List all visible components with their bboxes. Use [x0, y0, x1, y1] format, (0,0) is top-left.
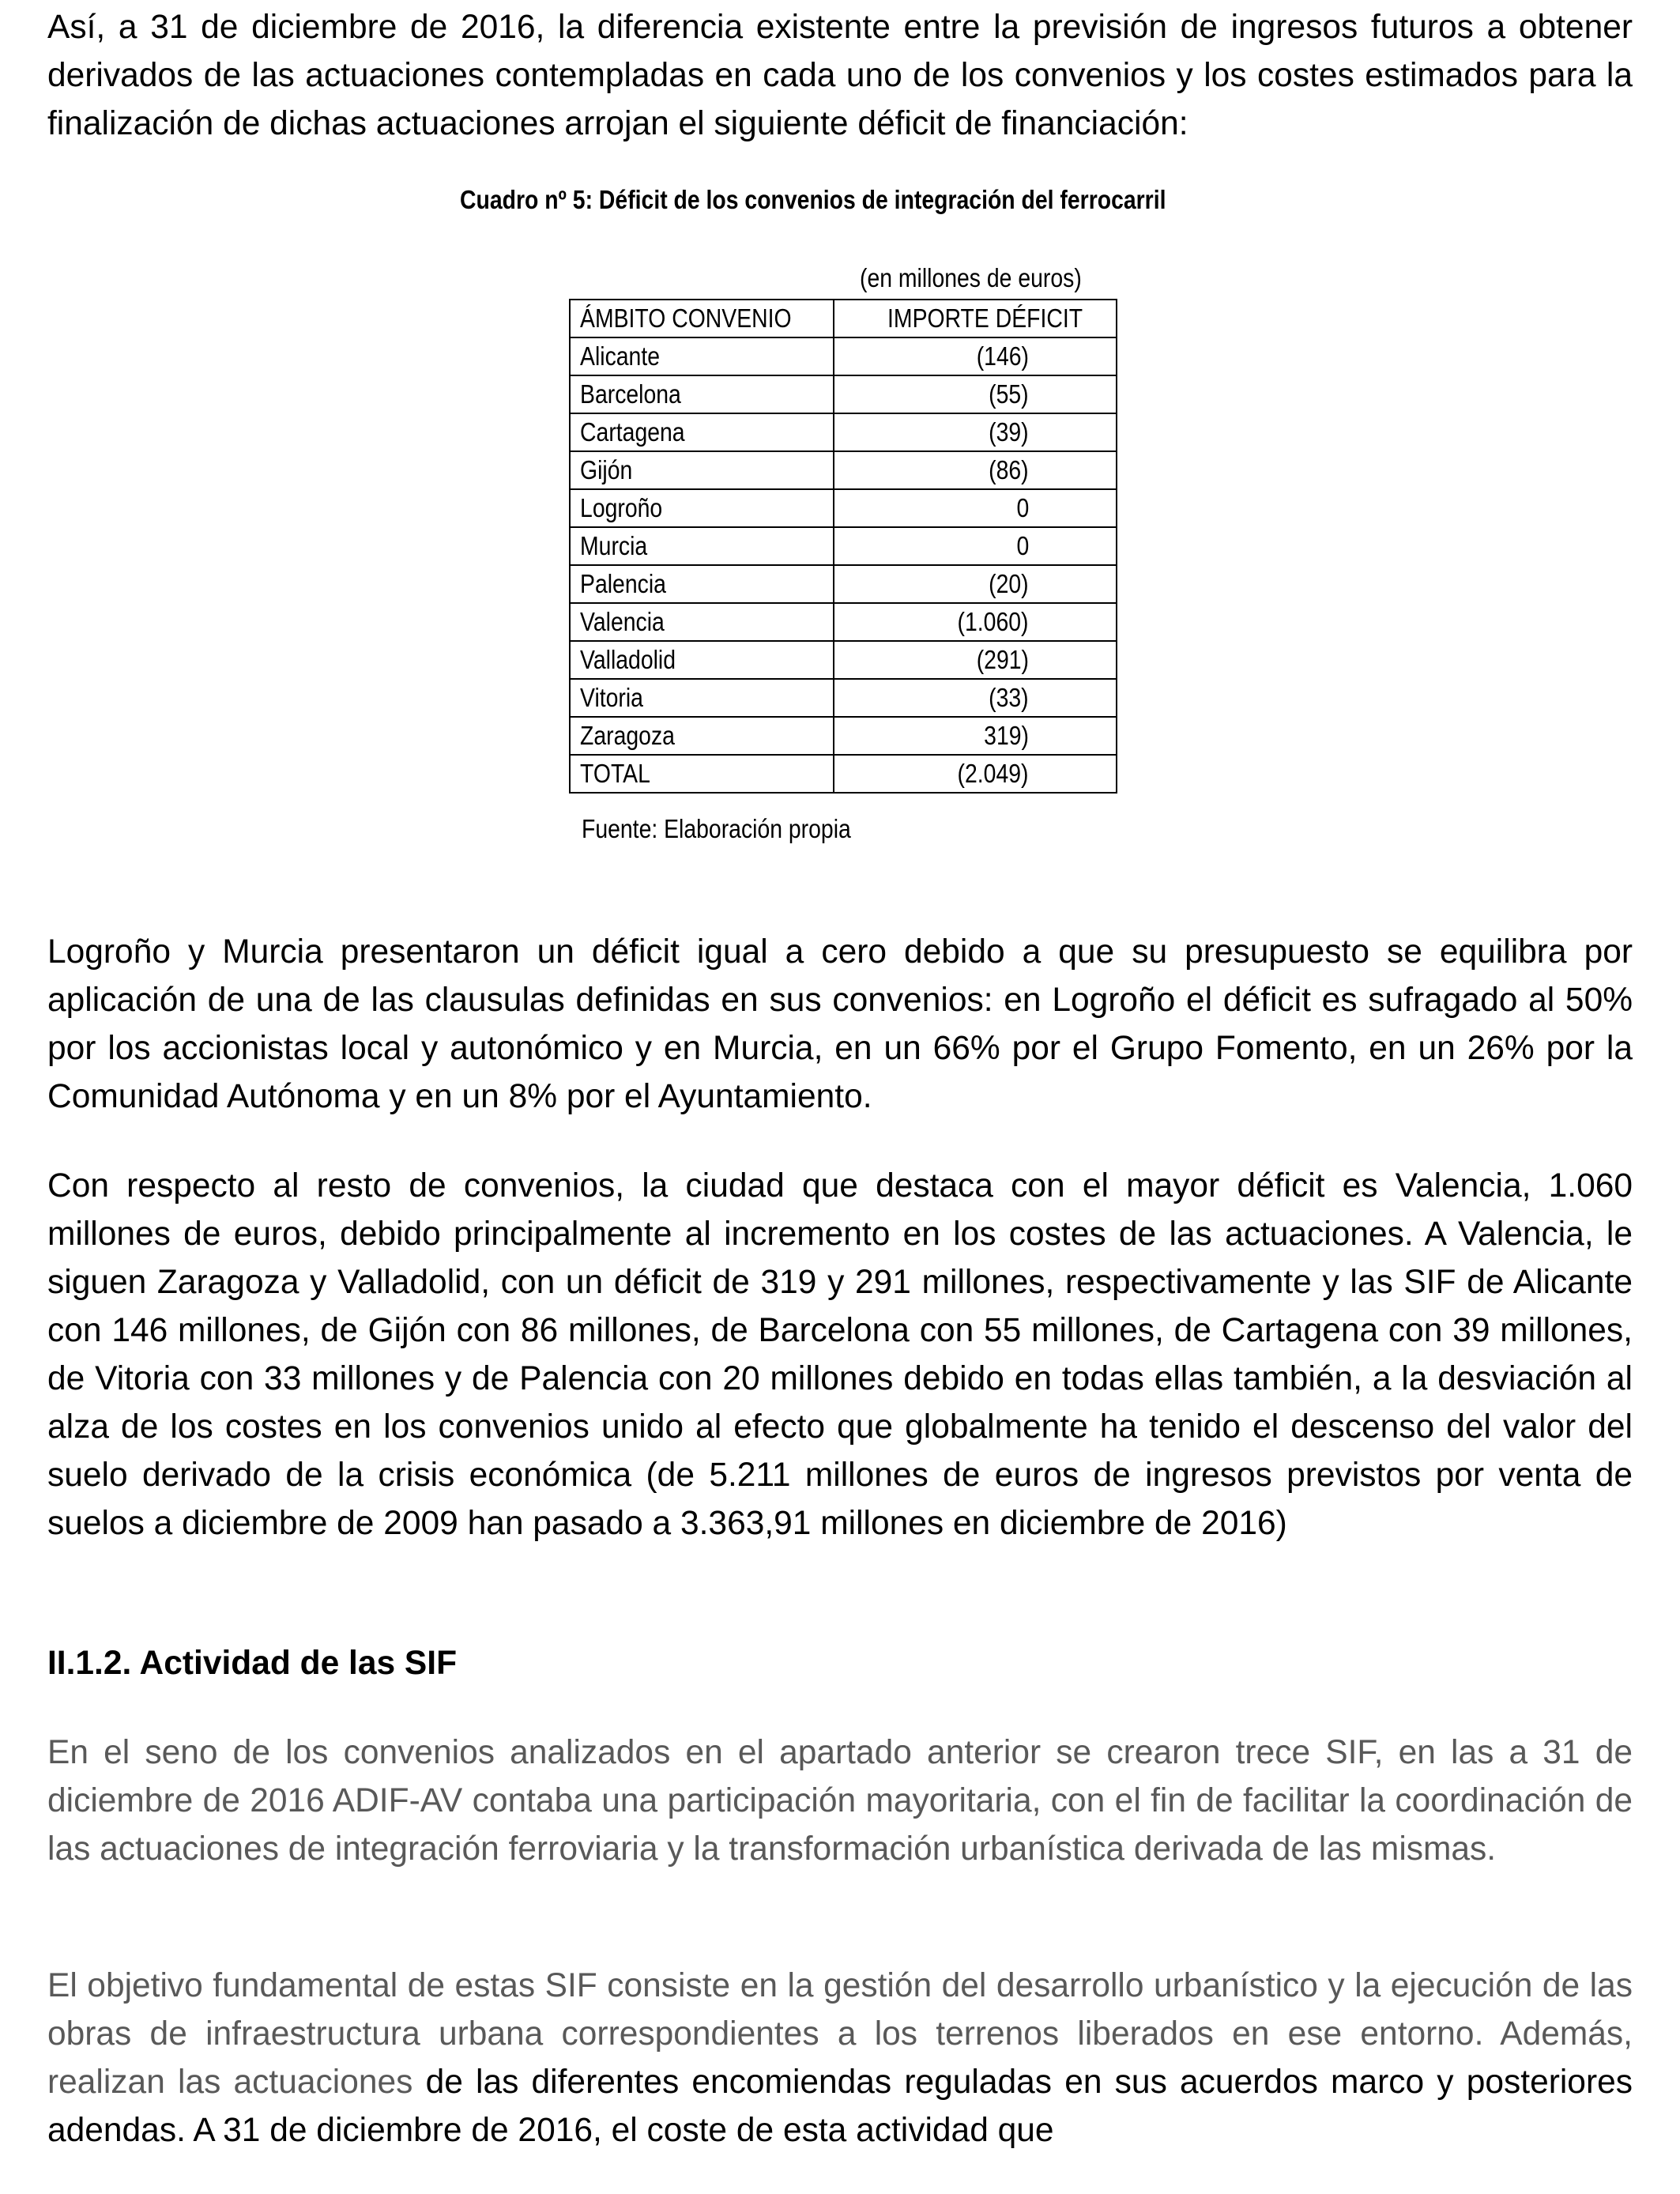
cell-importe: (2.049): [834, 755, 1117, 793]
cell-ambito: Vitoria: [570, 679, 834, 717]
cell-ambito: Barcelona: [570, 375, 834, 413]
table-row: [570, 565, 1117, 603]
paragraph-seno: En el seno de los convenios analizados en el apartado anterior se crearon trece SIF, en las a 31 de diciembre de 2016 ADIF-AV contaba una participación mayoritaria, con el fin de facilitar la coordinación de las actuaciones de integración ferroviaria y la transformación urbanística derivada de las mismas.: [47, 1734, 1633, 1868]
table-row: [570, 489, 1117, 527]
cell-importe: 0: [834, 489, 1117, 527]
table-row: [570, 337, 1117, 375]
paragraph-objetivo-dark: de las diferentes encomiendas reguladas en sus acuerdos marco y posteriores adendas. A 31 de diciembre de 2016, el coste de esta actividad que: [47, 2064, 1633, 2149]
table-row: [570, 451, 1117, 489]
cell-importe: (33): [834, 679, 1117, 717]
header-ambito: ÁMBITO CONVENIO: [570, 300, 834, 337]
table-source: Fuente: Elaboración propia: [582, 814, 851, 843]
cell-importe: (55): [834, 375, 1117, 413]
deficit-table: [569, 299, 1117, 794]
cell-importe: (39): [834, 413, 1117, 451]
cell-importe: 319): [834, 717, 1117, 755]
paragraph-resto-convenios: Con respecto al resto de convenios, la ciudad que destaca con el mayor déficit es Valencia, 1.060 millones de euros, debido principalmente al incremento en los costes de las actuaciones. A Valencia, le siguen Zaragoza y Valladolid, con un déficit de 319 y 291 millones, respectivamente y las SIF de Alicante con 146 millones, de Gijón con 86 millones, de Barcelona con 55 millones, de Cartagena con 39 millones, de Vitoria con 33 millones y de Palencia con 20 millones debido en todas ellas también, a la desviación al alza de los costes en los convenios unido al efecto que globalmente ha tenido el descenso del valor del suelo derivado de la crisis económica (de 5.211 millones de euros de ingresos previstos por venta de suelos a diciembre de 2009 han pasado a 3.363,91 millones en diciembre de 2016): [47, 1167, 1633, 1542]
cell-ambito: Valladolid: [570, 641, 834, 679]
cell-importe: (86): [834, 451, 1117, 489]
paragraph-intro: Así, a 31 de diciembre de 2016, la diferencia existente entre la previsión de ingresos futuros a obtener derivados de las actuaciones contempladas en cada uno de los convenios y los costes estimados para la finalización de dichas actuaciones arrojan el siguiente déficit de financiación:: [47, 9, 1633, 142]
paragraph-objetivo-grey: El objetivo fundamental de estas SIF consiste en la gestión del desarrollo urbanístico y la ejecución de las obras de infraestructura urbana correspondientes a los terrenos liberados en ese entorno. Además, realizan las actuaciones: [47, 1967, 1633, 2101]
cell-ambito: TOTAL: [570, 755, 834, 793]
cell-importe: (1.060): [834, 603, 1117, 641]
cell-ambito: Gijón: [570, 451, 834, 489]
table-units: (en millones de euros): [860, 263, 1082, 292]
cell-ambito: Murcia: [570, 527, 834, 565]
cell-ambito: Zaragoza: [570, 717, 834, 755]
table-row: [570, 717, 1117, 755]
cell-importe: (146): [834, 337, 1117, 375]
cell-ambito: Alicante: [570, 337, 834, 375]
cell-ambito: Logroño: [570, 489, 834, 527]
table-caption: Cuadro nº 5: Déficit de los convenios de integración del ferrocarril: [460, 185, 1166, 214]
table-row: [570, 679, 1117, 717]
paragraph-objetivo: [47, 1962, 1633, 2154]
table-row: [570, 603, 1117, 641]
cell-ambito: Cartagena: [570, 413, 834, 451]
cell-ambito: Palencia: [570, 565, 834, 603]
cell-ambito: Valencia: [570, 603, 834, 641]
cell-importe: 0: [834, 527, 1117, 565]
header-importe: IMPORTE DÉFICIT: [834, 300, 1117, 337]
table-total-row: [570, 755, 1117, 793]
table-row: [570, 641, 1117, 679]
cell-importe: (291): [834, 641, 1117, 679]
table-row: [570, 375, 1117, 413]
table-header-row: [570, 300, 1117, 337]
paragraph-logrono-murcia: Logroño y Murcia presentaron un déficit igual a cero debido a que su presupuesto se equilibra por aplicación de una de las clausulas definidas en sus convenios: en Logroño el déficit es sufragado al 50% por los accionistas local y autonómico y en Murcia, en un 66% por el Grupo Fomento, en un 26% por la Comunidad Autónoma y en un 8% por el Ayuntamiento.: [47, 933, 1633, 1115]
section-heading: II.1.2. Actividad de las SIF: [47, 1645, 458, 1682]
cell-importe: (20): [834, 565, 1117, 603]
table-row: [570, 413, 1117, 451]
table-row: [570, 527, 1117, 565]
